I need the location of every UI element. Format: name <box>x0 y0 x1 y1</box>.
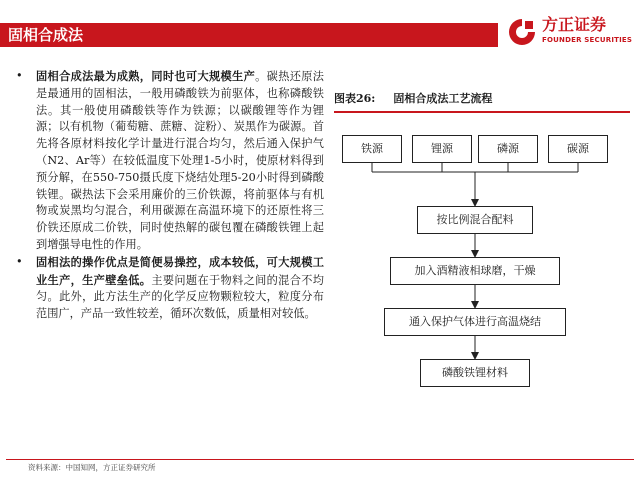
step-label: 通入保护气体进行高温烧结 <box>409 315 541 328</box>
bullet-dot-icon: • <box>16 69 23 82</box>
logo-chinese-name: 方正证券 <box>542 15 607 34</box>
page-header <box>0 0 640 50</box>
figure-caption <box>334 90 630 108</box>
source-label: 铁源 <box>361 142 383 155</box>
figure-title: 固相合成法工艺流程 <box>393 92 493 105</box>
source-label: 碳源 <box>567 142 589 155</box>
bullet-item <box>6 254 324 323</box>
source-box-iron <box>342 135 402 163</box>
company-logo <box>506 14 636 50</box>
page-title: 固相合成法 <box>8 26 84 44</box>
bullet-text: 。碳热还原法是最通用的固相法，一般用磷酸铁为前驱体，也称磷酸铁法。其一般使用磷酸铁等作为铁源；以碳酸锂等作为锂源；以有机物（葡萄糖、蔗糖、淀粉）、炭黑作为碳源。首先将各原材料按化学计量进行混合均匀，然后通入保护气（N2、Ar等）在较低温度下处理1-5小时，使原材料得到预分解，在550-750摄氏度下烧结处理5-20小时得到磷酸铁锂。碳热法下会采用廉价的三价铁源，将前驱体与有机物或炭黑均匀混合，利用碳源在高温环境下的还原性将三价铁还原成二价铁，同时使热解的碳包覆在磷酸铁锂上起到增强导电性的作用。 <box>36 70 324 251</box>
body-text <box>6 68 324 323</box>
bullet-lead: 固相法的操作优点是简便易操控，成本较低，可大规模工业生产，生产壁垒低。 <box>36 254 324 287</box>
figure-number: 图表26: <box>334 92 376 105</box>
source-note: 资料来源：中国知网，方正证券研究所 <box>28 463 156 472</box>
footer-rule <box>6 459 634 460</box>
step-box-product <box>420 359 530 387</box>
step-box-mixing <box>417 206 533 234</box>
step-label: 加入酒精液相球磨，干燥 <box>414 264 536 277</box>
bullet-dot-icon: • <box>16 254 23 268</box>
source-label: 磷源 <box>497 142 519 155</box>
step-label: 按比例混合配料 <box>436 213 514 226</box>
figure-title-rule <box>334 111 630 113</box>
bullet-text: 主要问题在于物料之间的混合不均匀。此外，此方法生产的化学反应物颗粒较大，粒度分布范围广，产品一致性较差，循环次数低，质量相对较低。 <box>36 273 324 321</box>
figure-panel <box>334 80 632 412</box>
founder-logo-icon <box>506 16 538 48</box>
logo-english-name: FOUNDER SECURITIES <box>542 36 633 44</box>
step-box-sintering <box>384 308 566 336</box>
step-box-ball-milling <box>390 257 560 285</box>
step-label: 磷酸铁锂材料 <box>442 366 508 379</box>
title-bar <box>0 23 498 47</box>
source-box-carbon <box>548 135 608 163</box>
bullet-lead: 固相合成法最为成熟，同时也可大规模生产 <box>36 69 256 83</box>
source-box-phosphorus <box>478 135 538 163</box>
source-label: 锂源 <box>431 142 453 155</box>
bullet-item <box>6 68 324 254</box>
source-box-lithium <box>412 135 472 163</box>
